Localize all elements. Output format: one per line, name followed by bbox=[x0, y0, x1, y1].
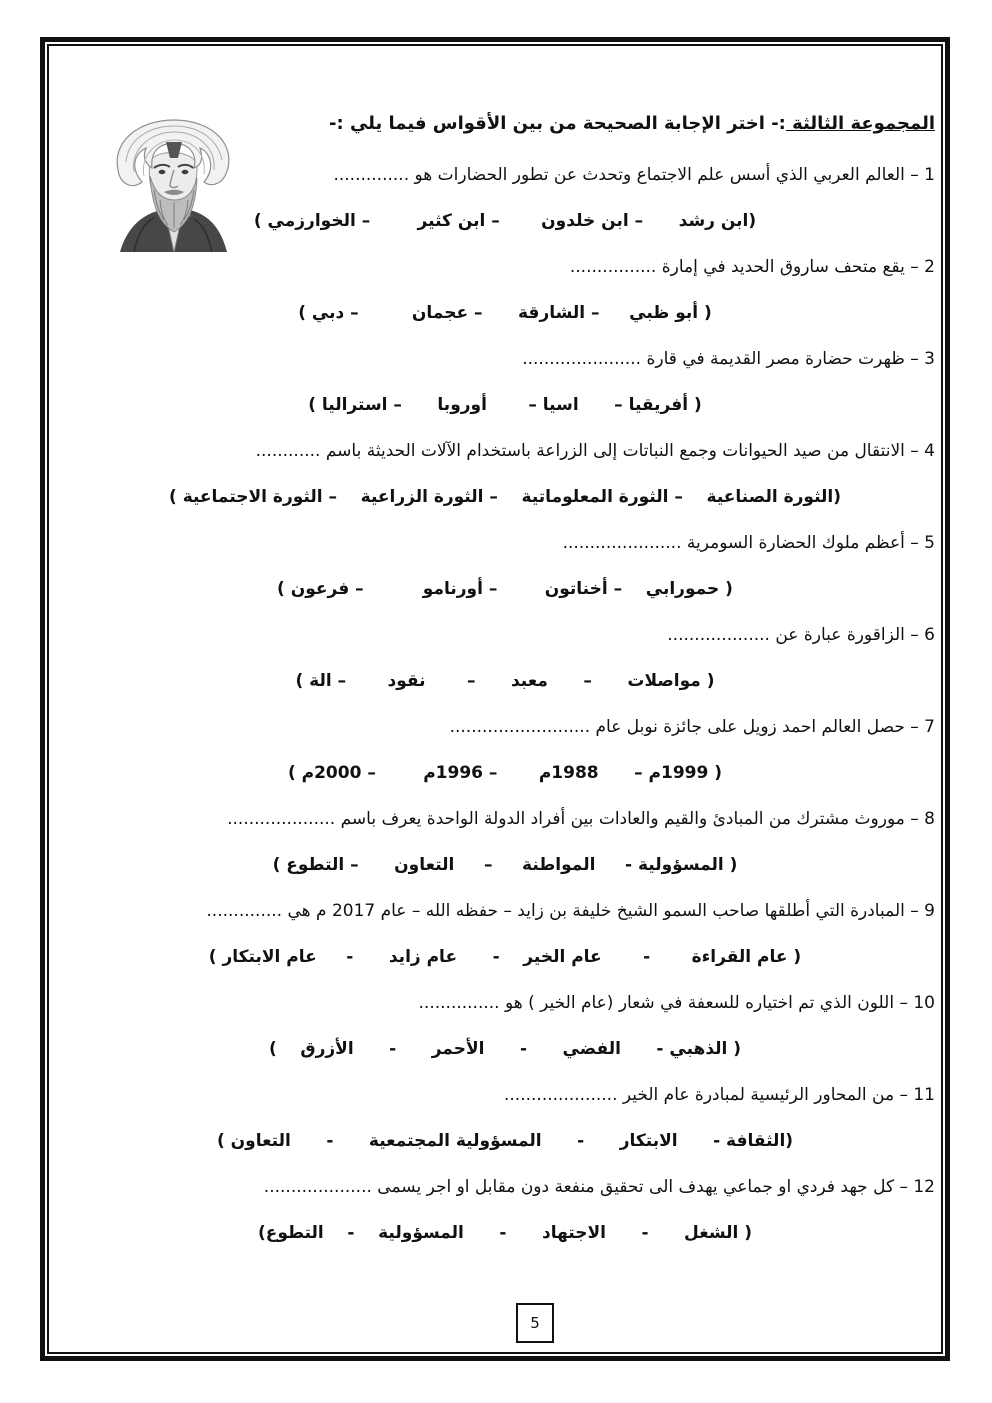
question-2-options: ( أبو ظبي – الشارقة – عجمان – دبي ) bbox=[298, 303, 712, 323]
page-number: 5 bbox=[530, 1314, 540, 1332]
question-6-options: ( مواصلات – معبد – نقود – الة ) bbox=[295, 671, 715, 691]
question-4-text: 4 – الانتقال من صيد الحيوانات وجمع النباتات إلى الزراعة باستخدام الآلات الحديثة باسم ............ bbox=[255, 441, 935, 461]
question-8-text: 8 – موروث مشترك من المبادئ والقيم والعادات بين أفراد الدولة الواحدة يعرف باسم .................... bbox=[227, 809, 935, 829]
section-title-group-name: المجموعة الثالثة bbox=[785, 113, 935, 134]
question-1-options: (ابن رشد – ابن خلدون – ابن كثير – الخوارزمي ) bbox=[253, 211, 757, 231]
question-5-options: ( حمورابي – أخناتون – أورنامو – فرعون ) bbox=[277, 579, 733, 599]
worksheet-content bbox=[75, 108, 935, 1256]
question-4-options: (الثورة الصناعية – الثورة المعلوماتية – الثورة الزراعية – الثورة الاجتماعية ) bbox=[169, 487, 841, 507]
question-12-text: 12 – كل جهد فردي او جماعي يهدف الى تحقيق منفعة دون مقابل او اجر يسمى .................... bbox=[263, 1177, 935, 1197]
question-8-options: ( المسؤولية - المواطنة – التعاون – التطوع ) bbox=[272, 855, 738, 875]
section-title bbox=[75, 108, 935, 152]
section-title-instruction: :- اختر الإجابة الصحيحة من بين الأقواس فيما يلي :- bbox=[329, 113, 786, 134]
question-6-text: 6 – الزاقورة عبارة عن ................... bbox=[667, 625, 935, 645]
question-11-text: 11 – من المحاور الرئيسية لمبادرة عام الخير ..................... bbox=[504, 1085, 935, 1105]
question-7-options: ( 1999م – 1988م – 1996م – 2000م ) bbox=[287, 763, 723, 783]
question-9-text: 9 – المبادرة التي أطلقها صاحب السمو الشيخ خليفة بن زايد – حفظه الله – عام 2017 م هي .............. bbox=[206, 901, 935, 921]
question-9-options: ( عام القراءة - عام الخير - عام زايد - عام الابتكار ) bbox=[208, 947, 802, 967]
question-3-text: 3 – ظهرت حضارة مصر القديمة في قارة ...................... bbox=[522, 349, 935, 369]
question-1-text: 1 – العالم العربي الذي أسس علم الاجتماع وتحدث عن تطور الحضارات هو .............. bbox=[333, 165, 935, 185]
question-11-options: (الثقافة - الابتكار - المسؤولية المجتمعية - التعاون ) bbox=[216, 1131, 794, 1151]
question-2-text: 2 – يقع متحف ساروق الحديد في إمارة ................ bbox=[569, 257, 935, 277]
question-5-text: 5 – أعظم ملوك الحضارة السومرية ...................... bbox=[562, 533, 935, 553]
question-3-options: ( أفريقيا – اسيا – أوروبا – استراليا ) bbox=[308, 395, 702, 415]
question-10-text: 10 – اللون الذي تم اختياره للسعفة في شعار (عام الخير ) هو ............... bbox=[418, 993, 935, 1013]
question-12-options: ( الشغل - الاجتهاد - المسؤولية - التطوع) bbox=[257, 1223, 753, 1243]
question-7-text: 7 – حصل العالم احمد زويل على جائزة نوبل عام .......................... bbox=[449, 717, 935, 737]
question-10-options: ( الذهبي - الفضي - الأحمر - الأزرق ) bbox=[268, 1039, 742, 1059]
page-number-box bbox=[516, 1303, 554, 1343]
